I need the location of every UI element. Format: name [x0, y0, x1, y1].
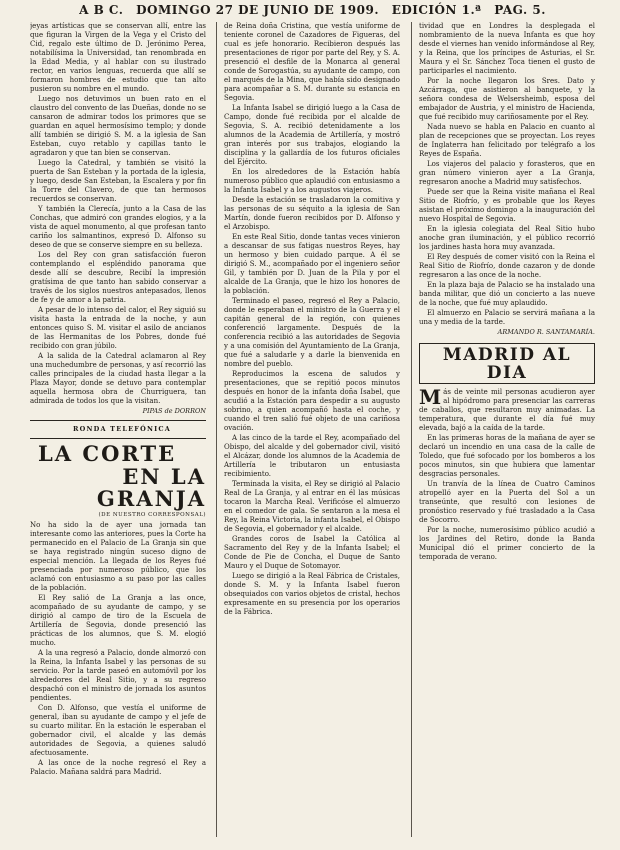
paragraph: A la una regresó a Palacio, donde almorzó con la Reina, la Infanta Isabel y las personas de su servicio. Por la tarde paseó en automóvil por los alrededores del Real Sitio, y a su regreso despachó con el ministro de jornada los asuntos pendientes.: [30, 649, 206, 702]
paragraph: Y también la Clerecía, junto a la Casa de las Conchas, que admiró con grandes elogios, y a la vista de aquel monumento, al que profesan tanto cariño los salmantinos, expresó D. Alfonso su deseo de que se conserve siempre en su belleza.: [30, 205, 206, 249]
section-label: RONDA TELEFÓNICA: [73, 425, 171, 433]
masthead: [30, 3, 595, 17]
paragraph: El Rey salió de La Granja a las once, acompañado de su ayudante de campo, y se dirigió al campo de tiro de la Escuela de Artillería de Segovia, donde presenció las prácticas de los alumnos, que S. M. elogió mucho.: [30, 594, 206, 647]
headline: LA CORTE: [38, 441, 177, 466]
paragraph: En la iglesia colegiata del Real Sitio hubo anoche gran iluminación, y el público recorrió los jardines hasta hora muy avanzada.: [419, 225, 595, 251]
paragraph: Grandes coros de Isabel la Católica al Sacramento del Rey y de la Infanta Isabel; el Conde de Pie de Concha, el Duque de Santo Mauro y el Duque de Sotomayor.: [224, 535, 400, 570]
paragraph: Los viajeros del palacio y forasteros, que en gran número vinieron ayer a La Granja, regresaron anoche a Madrid muy satisfechos.: [419, 160, 595, 186]
paragraph: A la salida de la Catedral aclamaron al Rey una muchedumbre de personas, y así recorrió las calles principales de la ciudad hasta llegar a la Plaza Mayor, donde se detuvo para contemplar aquella hermosa obra de Churriguera, tan admirada de todos los que la visitan.: [30, 352, 206, 405]
paragraph: Luego nos detuvimos un buen rato en el claustro del convento de las Dueñas, donde no se cansaron de admirar todos los primores que se guardan en aquel hermosísimo templo; y donde allí también se dirigió S. M. a la iglesia de San Esteban, cuyo retablo y capillas tanto le agradaron y que tan bien se conservan.: [30, 95, 206, 157]
paragraph: Puede ser que la Reina visite mañana el Real Sitio de Riofrío, y es probable que los Reyes asistan el próximo domingo a la inauguración del nuevo Hospital de Segovia.: [419, 188, 595, 223]
paragraph: A pesar de lo intenso del calor, el Rey siguió su visita hasta la entrada de la noche, y aun entonces quiso S. M. visitar el asilo de ancianos de las Hermanitas de los Pobres, donde fué recibido con gran júbilo.: [30, 306, 206, 350]
paragraph: jeyas artísticas que se conservan allí, entre las que figuran la Virgen de la Vega y el Cristo del Cid, regalo este último de D. Jerónimo Perea, notabilísima la Universidad, tan renombrada en la Edad Media, y al hablar con su ilustrado rector, en varios lenguas, recuerda que allí se formaron hombres de estudio que tan alto pusieron su nombre en el mundo.: [30, 22, 206, 93]
drop-cap: M: [419, 385, 442, 409]
paper-name: A B C.: [79, 3, 124, 17]
divider: [30, 438, 206, 439]
paragraph: En los alrededores de la Estación había numeroso público que aplaudió con entusiasmo a la Infanta Isabel y a los augustos viajeros.: [224, 168, 400, 194]
paragraph: Un tranvía de la línea de Cuatro Caminos atropelló ayer en la Puerta del Sol a un transeúnte, que resultó con lesiones de pronóstico reservado y fué trasladado a la Casa de Socorro.: [419, 480, 595, 524]
signature: ARMANDO R. SANTAMARÍA.: [497, 328, 595, 336]
paragraph: Desde la estación se trasladaron la comitiva y las personas de su séquito a la iglesia de San Martín, donde fueron recibidos por D. Alfonso y el Arzobispo.: [224, 196, 400, 231]
column-rule: [411, 22, 412, 837]
paragraph: No ha sido la de ayer una jornada tan interesante como las anteriores, pues la Corte ha permanecido en el Palacio de La Granja sin que se haya registrado ningún suceso digno de especial mención. La llegada de los Reyes fué presenciada por numeroso público, que los aclamó con entusiasmo a su paso por las calles de la población.: [30, 521, 206, 592]
paragraph: Con D. Alfonso, que vestía el uniforme de general, iban su ayudante de campo y el jefe de su cuarto militar. En la estación le esperaban el gobernador civil, el alcalde y las demás autoridades de Segovia, a quienes saludó afectuosamente.: [30, 704, 206, 757]
column-left: [30, 22, 206, 837]
column-center: [224, 22, 400, 837]
signature: PIPAS de DORRON: [142, 407, 206, 415]
paragraph: Por la noche llegaron los Sres. Dato y Azcárraga, que asistieron al banquete, y la señora condesa de Welsersheimb, esposa del embajador de Austria, y el ministro de Hacienda, que fué recibido muy cariñosamente por el Rey.: [419, 77, 595, 121]
paragraph: Reproducimos la escena de saludos y presentaciones, que se repitió pocos minutos después en honor de la infanta doña Isabel, que acudió a la Estación para despedir a su augusto sobrino, a quien acompañó hasta el coche, y cuando el tren salió fué objeto de una cariñosa ovación.: [224, 370, 400, 432]
paragraph: Terminada la visita, el Rey se dirigió al Palacio Real de La Granja, y al entrar en él las músicas tocaron la Marcha Real. Verificóse el almuerzo en el comedor de gala. Se sentaron a la mesa el Rey, la Reina Victoria, la infanta Isabel, el Obispo de Segovia, el gobernador y el alcalde.: [224, 480, 400, 533]
paragraph-text: ás de veinte mil personas acudieron ayer al hipódromo para presenciar las carreras de caballos, que resultaron muy animadas. La temperatura, que durante el día fué muy elevada, bajó a la caída de la tarde.: [419, 388, 595, 432]
paragraph: En las primeras horas de la mañana de ayer se declaró un incendio en una casa de la calle de Toledo, que fué sofocado por los bomberos a los pocos minutos, sin que hubiera que lamentar desgracias personales.: [419, 434, 595, 478]
issue-date: DOMINGO 27 DE JUNIO DE 1909.: [136, 3, 380, 17]
section-box: [419, 343, 595, 384]
paragraph: Por la noche, numerosísimo público acudió a los Jardines del Retiro, donde la Banda Municipal dió el primer concierto de la temporada de verano.: [419, 526, 595, 561]
paragraph: [419, 385, 595, 433]
paragraph: A las once de la noche regresó el Rey a Palacio. Mañana saldrá para Madrid.: [30, 759, 206, 776]
columns: [30, 22, 595, 837]
paragraph: Luego la Catedral, y también se visitó la puerta de San Esteban y la portada de la iglesia, y luego, desde San Esteban, la Escalera y por fin la Torre del Clavero, de que tan hermosos recuerdos se conservan.: [30, 159, 206, 203]
column-rule: [216, 22, 217, 837]
page-number: PAG. 5.: [494, 3, 546, 17]
paragraph: La Infanta Isabel se dirigió luego a la Casa de Campo, donde fué recibida por el alcalde de Segovia, S. A. recibió detenidamente a los alumnos de la Academia de Artillería, y mostró gran interés por sus trabajos, elogiando la disciplina y la gallardía de los futuros oficiales del Ejército.: [224, 104, 400, 166]
paragraph: El Rey después de comer visitó con la Reina el Real Sitio de Riofrío, donde cazaron y de donde regresaron a las once de la noche.: [419, 253, 595, 279]
paragraph: A las cinco de la tarde el Rey, acompañado del Obispo, del alcalde y del gobernador civil, visitó el Alcázar, donde los alumnos de la Academia de Artillería le tributaron un entusiasta recibimiento.: [224, 434, 400, 478]
paragraph: El almuerzo en Palacio se servirá mañana a la una y media de la tarde.: [419, 309, 595, 326]
column-right: [419, 22, 595, 837]
paragraph: Nada nuevo se habla en Palacio en cuanto al plan de recepciones que se proyectan. Los reyes de Inglaterra han felicitado por telégrafo a los Reyes de España.: [419, 123, 595, 158]
paragraph: En este Real Sitio, donde tantas veces vinieron a descansar de sus fatigas nuestros Reyes, hay un hermoso y bien cuidado parque. A él se dirigió S. M., acompañado por el ingeniero señor Gil, y también por D. Juan de la Pila y por el alcalde de La Granja, que le hizo los honores de la población.: [224, 233, 400, 295]
section-title: MADRID AL DIA: [442, 345, 572, 383]
paragraph: Terminado el paseo, regresó el Rey a Palacio, donde le esperaban el ministro de la Guerra y el capitán general de la región, con quienes conferenció largamente. Después de la conferencia recibió a las autoridades de Segovia y a una comisión del Ayuntamiento de La Granja, que fué a saludarle y a darle la bienvenida en nombre del pueblo.: [224, 297, 400, 368]
paragraph: Luego se dirigió a la Real Fábrica de Cristales, donde S. M. y la Infanta Isabel fueron obsequiados con varios objetos de cristal, hechos expresamente en su presencia por los operarios de la Fábrica.: [224, 572, 400, 616]
byline: (DE NUESTRO CORRESPONSAL): [98, 512, 206, 518]
paragraph: En la plaza baja de Palacio se ha instalado una banda militar, que dió un concierto a las nueve de la noche, que fué muy aplaudido.: [419, 281, 595, 307]
paragraph: Los del Rey con gran satisfacción fueron contemplando el espléndido panorama que desde allí se descubre, Recibí la impresión gratísima de que tanto han sabido conservar a través de los siglos nuestros antepasados, llenos de fe y de amor a la patria.: [30, 251, 206, 304]
paragraph: tividad que en Londres la desplegada el nombramiento de la nueva Infanta es que hoy desde el viernes han venido informándose al Rey, y la Reina, que los príncipes de Asturias, el Sr. Maura y el Sr. Sánchez Toca tienen el gusto de participarles el nacimiento.: [419, 22, 595, 75]
headline: EN LA GRANJA: [96, 464, 206, 511]
edition-label: EDICIÓN 1.ª: [391, 3, 482, 17]
divider: [30, 420, 206, 421]
paragraph: de Reina doña Cristina, que vestía uniforme de teniente coronel de Cazadores de Figueras, del cual es jefe honorario. Recibieron después las presentaciones de rigor por parte del Rey, y S. A. presenció el desfile de la Monarca al general conde de Sorogastúa, su ayudante de campo, con el marqués de la Mina, que había sido designado para acompañar a S. M. durante su estancia en Segovia.: [224, 22, 400, 102]
